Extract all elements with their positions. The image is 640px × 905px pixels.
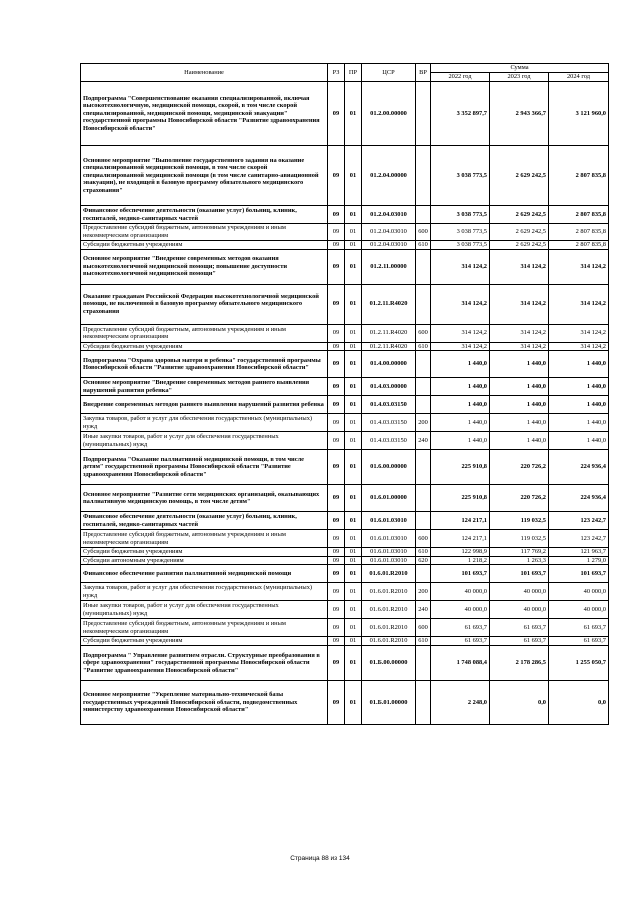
row-sum-2023: 117 769,2 [490, 548, 549, 557]
row-rz: 09 [328, 556, 345, 565]
row-sum-2024: 101 693,7 [549, 565, 609, 583]
row-csr: 01.6.01.03010 [362, 512, 416, 530]
row-sum-2023: 220 726,2 [490, 450, 549, 485]
row-sum-2024: 40 000,0 [549, 601, 609, 619]
row-sum-2024: 123 242,7 [549, 512, 609, 530]
table-row [81, 512, 609, 530]
row-pr: 01 [345, 619, 362, 637]
row-sum-2023: 1 440,0 [490, 351, 549, 378]
row-pr: 01 [345, 206, 362, 224]
table-row [81, 206, 609, 224]
table-row [81, 637, 609, 646]
table-row [81, 548, 609, 557]
table-row [81, 324, 609, 342]
row-vr [416, 565, 431, 583]
row-vr [416, 485, 431, 512]
table-row [81, 284, 609, 324]
row-csr: 01.6.01.03010 [362, 556, 416, 565]
row-name: Основное мероприятие "Развитие сети медицинских организаций, оказывающих паллиативную медицинскую помощь, в том числе детям" [81, 485, 328, 512]
row-pr: 01 [345, 583, 362, 601]
row-pr: 01 [345, 396, 362, 414]
row-rz: 09 [328, 583, 345, 601]
row-pr: 01 [345, 637, 362, 646]
row-csr: 01.6.01.R2010 [362, 637, 416, 646]
budget-sheet [80, 63, 608, 725]
row-name: Подпрограмма " Управление развитием отрасли. Структурные преобразования в сфере здравоохранения" государственной программы Новосибирской области "Развитие здравоохранения Новосибирской области" [81, 645, 328, 680]
row-sum-2023: 40 000,0 [490, 583, 549, 601]
row-name: Основное мероприятие "Выполнение государственного задания на оказание специализированной медицинской помощи, в том числе скорой специализированной медицинской помощи (в том числе санитарно-авиационной эвакуации), не входящей в базовую программу обязательного медицинского страхования" [81, 146, 328, 206]
row-sum-2023: 1 263,3 [490, 556, 549, 565]
table-row [81, 583, 609, 601]
header-year-2023: 2023 год [490, 73, 549, 82]
row-vr: 600 [416, 224, 431, 241]
row-pr: 01 [345, 146, 362, 206]
row-pr: 01 [345, 351, 362, 378]
row-vr: 620 [416, 556, 431, 565]
row-sum-2022: 2 248,0 [431, 680, 490, 724]
row-csr: 01.2.11.00000 [362, 249, 416, 284]
row-pr: 01 [345, 680, 362, 724]
row-sum-2024: 1 255 050,7 [549, 645, 609, 680]
row-sum-2023: 314 124,2 [490, 249, 549, 284]
row-pr: 01 [345, 450, 362, 485]
row-csr: 01.4.03.03150 [362, 414, 416, 432]
row-vr [416, 351, 431, 378]
row-name: Основное мероприятие "Укрепление материально-технической базы государственных учреждений Новосибирской области, подведомственных министерству здравоохранения Новосибирской области" [81, 680, 328, 724]
row-sum-2024: 123 242,7 [549, 530, 609, 548]
row-csr: 01.Б.01.00000 [362, 680, 416, 724]
row-pr: 01 [345, 548, 362, 557]
row-sum-2024: 2 807 835,8 [549, 146, 609, 206]
header-sum: Сумма [431, 64, 609, 73]
row-rz: 09 [328, 432, 345, 450]
table-row [81, 565, 609, 583]
row-sum-2022: 40 000,0 [431, 601, 490, 619]
row-csr: 01.6.01.R2010 [362, 565, 416, 583]
table-row [81, 414, 609, 432]
table-row [81, 241, 609, 250]
row-sum-2024: 0,0 [549, 680, 609, 724]
row-vr: 610 [416, 342, 431, 351]
table-row [81, 485, 609, 512]
row-rz: 09 [328, 485, 345, 512]
row-sum-2024: 314 124,2 [549, 284, 609, 324]
row-sum-2024: 121 963,7 [549, 548, 609, 557]
row-rz: 09 [328, 241, 345, 250]
row-csr: 01.2.00.00000 [362, 82, 416, 146]
row-vr [416, 396, 431, 414]
row-pr: 01 [345, 249, 362, 284]
row-vr: 600 [416, 324, 431, 342]
row-name: Подпрограмма "Совершенствование оказания специализированной, включая высокотехнологичную, медицинской помощи, скорой, в том числе скорой специализированной, медицинской помощи, медицинской эвакуации" государственной программы Новосибирской области "Развитие здравоохранения Новосибирской области" [81, 82, 328, 146]
row-csr: 01.Б.00.00000 [362, 645, 416, 680]
row-sum-2024: 2 807 835,8 [549, 224, 609, 241]
row-name: Подпрограмма "Охрана здоровья матери и ребенка" государственной программы Новосибирской области "Развитие здравоохранения Новосибирской области" [81, 351, 328, 378]
table-row [81, 342, 609, 351]
row-rz: 09 [328, 249, 345, 284]
row-name: Финансовое обеспечение развития паллиативной медицинской помощи [81, 565, 328, 583]
row-sum-2023: 2 943 366,7 [490, 82, 549, 146]
row-sum-2024: 2 807 835,8 [549, 206, 609, 224]
row-sum-2024: 1 440,0 [549, 396, 609, 414]
row-name: Финансовое обеспечение деятельности (оказание услуг) больниц, клиник, госпиталей, медико-санитарных частей [81, 206, 328, 224]
row-sum-2024: 1 440,0 [549, 432, 609, 450]
row-sum-2022: 1 440,0 [431, 414, 490, 432]
row-csr: 01.2.11.R4020 [362, 342, 416, 351]
row-vr [416, 82, 431, 146]
row-vr: 240 [416, 432, 431, 450]
row-sum-2024: 1 440,0 [549, 414, 609, 432]
row-rz: 09 [328, 224, 345, 241]
row-sum-2023: 1 440,0 [490, 396, 549, 414]
row-csr: 01.4.03.00000 [362, 378, 416, 396]
row-vr [416, 645, 431, 680]
row-vr: 600 [416, 619, 431, 637]
row-vr: 610 [416, 637, 431, 646]
row-rz: 09 [328, 512, 345, 530]
row-rz: 09 [328, 548, 345, 557]
row-csr: 01.4.03.03150 [362, 432, 416, 450]
row-sum-2022: 122 998,9 [431, 548, 490, 557]
row-csr: 01.2.04.03010 [362, 206, 416, 224]
row-sum-2022: 3 038 773,5 [431, 206, 490, 224]
row-sum-2022: 225 910,8 [431, 485, 490, 512]
row-name: Закупка товаров, работ и услуг для обеспечения государственных (муниципальных) нужд [81, 414, 328, 432]
row-sum-2022: 1 440,0 [431, 378, 490, 396]
table-row [81, 530, 609, 548]
row-sum-2024: 1 440,0 [549, 351, 609, 378]
row-vr: 600 [416, 530, 431, 548]
table-row [81, 224, 609, 241]
row-sum-2023: 314 124,2 [490, 342, 549, 351]
row-sum-2022: 314 124,2 [431, 249, 490, 284]
row-pr: 01 [345, 432, 362, 450]
row-sum-2024: 3 121 960,0 [549, 82, 609, 146]
row-sum-2023: 2 629 242,5 [490, 146, 549, 206]
row-csr: 01.2.11.R4020 [362, 284, 416, 324]
row-csr: 01.6.01.R2010 [362, 583, 416, 601]
row-vr [416, 206, 431, 224]
row-sum-2022: 101 693,7 [431, 565, 490, 583]
table-row [81, 432, 609, 450]
row-vr [416, 512, 431, 530]
header-year-2024: 2024 год [549, 73, 609, 82]
row-pr: 01 [345, 601, 362, 619]
row-sum-2023: 1 440,0 [490, 378, 549, 396]
row-sum-2023: 2 629 242,5 [490, 224, 549, 241]
row-name: Закупка товаров, работ и услуг для обеспечения государственных (муниципальных) нужд [81, 583, 328, 601]
row-vr [416, 680, 431, 724]
table-row [81, 378, 609, 396]
table-row [81, 450, 609, 485]
row-rz: 09 [328, 680, 345, 724]
row-sum-2023: 2 629 242,5 [490, 206, 549, 224]
row-csr: 01.2.04.03010 [362, 224, 416, 241]
row-sum-2022: 314 124,2 [431, 284, 490, 324]
row-sum-2024: 224 936,4 [549, 485, 609, 512]
row-csr: 01.2.04.03010 [362, 241, 416, 250]
row-name: Подпрограмма "Оказание паллиативной медицинской помощи, в том числе детям" государственной программы Новосибирской области "Развитие здравоохранения Новосибирской области" [81, 450, 328, 485]
row-csr: 01.6.01.00000 [362, 485, 416, 512]
row-sum-2022: 1 440,0 [431, 396, 490, 414]
row-sum-2022: 3 038 773,5 [431, 241, 490, 250]
row-name: Предоставление субсидий бюджетным, автономным учреждениям и иным некоммерческим организациям [81, 224, 328, 241]
row-vr [416, 450, 431, 485]
row-csr: 01.4.00.00000 [362, 351, 416, 378]
row-pr: 01 [345, 512, 362, 530]
row-csr: 01.2.04.00000 [362, 146, 416, 206]
row-sum-2022: 1 440,0 [431, 432, 490, 450]
budget-table [80, 63, 609, 725]
row-sum-2023: 2 178 286,5 [490, 645, 549, 680]
row-pr: 01 [345, 342, 362, 351]
row-sum-2024: 40 000,0 [549, 583, 609, 601]
row-sum-2023: 1 440,0 [490, 432, 549, 450]
page-number: Страница 88 из 134 [290, 855, 350, 862]
row-sum-2023: 220 726,2 [490, 485, 549, 512]
row-rz: 09 [328, 378, 345, 396]
table-row [81, 556, 609, 565]
row-pr: 01 [345, 82, 362, 146]
row-sum-2024: 1 279,0 [549, 556, 609, 565]
row-sum-2022: 124 217,1 [431, 530, 490, 548]
row-vr [416, 146, 431, 206]
row-csr: 01.4.03.03150 [362, 396, 416, 414]
table-body [81, 82, 609, 725]
header-year-2022: 2022 год [431, 73, 490, 82]
row-sum-2023: 119 032,5 [490, 530, 549, 548]
row-rz: 09 [328, 396, 345, 414]
row-csr: 01.6.01.R2010 [362, 601, 416, 619]
row-sum-2022: 314 124,2 [431, 342, 490, 351]
table-row [81, 146, 609, 206]
row-rz: 09 [328, 637, 345, 646]
row-sum-2022: 3 352 897,7 [431, 82, 490, 146]
row-sum-2023: 314 124,2 [490, 284, 549, 324]
row-sum-2022: 40 000,0 [431, 583, 490, 601]
table-row [81, 645, 609, 680]
row-name: Субсидии бюджетным учреждениям [81, 637, 328, 646]
table-row [81, 82, 609, 146]
row-rz: 09 [328, 530, 345, 548]
row-name: Предоставление субсидий бюджетным, автономным учреждениям и иным некоммерческим организациям [81, 619, 328, 637]
row-csr: 01.6.00.00000 [362, 450, 416, 485]
row-sum-2023: 0,0 [490, 680, 549, 724]
row-rz: 09 [328, 342, 345, 351]
row-name: Основное мероприятие "Внедрение современных методов раннего выявления нарушений развития ребенка" [81, 378, 328, 396]
header-vr: ВР [416, 64, 431, 82]
row-sum-2022: 1 748 088,4 [431, 645, 490, 680]
row-pr: 01 [345, 565, 362, 583]
row-pr: 01 [345, 284, 362, 324]
row-sum-2022: 3 038 773,5 [431, 146, 490, 206]
row-rz: 09 [328, 450, 345, 485]
row-sum-2024: 1 440,0 [549, 378, 609, 396]
row-rz: 09 [328, 82, 345, 146]
row-pr: 01 [345, 241, 362, 250]
row-sum-2024: 314 124,2 [549, 342, 609, 351]
row-sum-2022: 124 217,1 [431, 512, 490, 530]
row-name: Основное мероприятие "Внедрение современных методов оказания высокотехнологичной медицинской помощи; повышение доступности высокотехнологичной медицинской помощи" [81, 249, 328, 284]
row-rz: 09 [328, 351, 345, 378]
header-rz: РЗ [328, 64, 345, 82]
row-pr: 01 [345, 485, 362, 512]
row-name: Внедрение современных методов раннего выявления нарушений развития ребенка [81, 396, 328, 414]
row-pr: 01 [345, 645, 362, 680]
row-rz: 09 [328, 324, 345, 342]
table-row [81, 351, 609, 378]
row-name: Субсидии автономным учреждениям [81, 556, 328, 565]
row-rz: 09 [328, 645, 345, 680]
row-sum-2023: 61 693,7 [490, 619, 549, 637]
row-vr: 240 [416, 601, 431, 619]
row-vr: 610 [416, 241, 431, 250]
row-sum-2022: 1 218,2 [431, 556, 490, 565]
row-name: Предоставление субсидий бюджетным, автономным учреждениям и иным некоммерческим организациям [81, 530, 328, 548]
row-rz: 09 [328, 601, 345, 619]
row-name: Субсидии бюджетным учреждениям [81, 342, 328, 351]
row-sum-2022: 61 693,7 [431, 619, 490, 637]
row-sum-2023: 2 629 242,5 [490, 241, 549, 250]
row-sum-2023: 40 000,0 [490, 601, 549, 619]
row-vr [416, 249, 431, 284]
row-sum-2022: 61 693,7 [431, 637, 490, 646]
row-name: Оказание гражданам Российской Федерации высокотехнологичной медицинской помощи, не включенной в базовую программу обязательного медицинского страхования [81, 284, 328, 324]
row-sum-2024: 314 124,2 [549, 249, 609, 284]
table-row [81, 249, 609, 284]
row-name: Иные закупки товаров, работ и услуг для обеспечения государственных (муниципальных) нужд [81, 601, 328, 619]
row-rz: 09 [328, 565, 345, 583]
row-vr: 200 [416, 414, 431, 432]
row-sum-2022: 225 910,8 [431, 450, 490, 485]
row-sum-2023: 314 124,2 [490, 324, 549, 342]
row-pr: 01 [345, 224, 362, 241]
row-name: Субсидии бюджетным учреждениям [81, 548, 328, 557]
table-row [81, 601, 609, 619]
row-sum-2024: 224 936,4 [549, 450, 609, 485]
table-row [81, 619, 609, 637]
row-csr: 01.2.11.R4020 [362, 324, 416, 342]
row-sum-2024: 61 693,7 [549, 637, 609, 646]
row-vr [416, 378, 431, 396]
row-csr: 01.6.01.03010 [362, 530, 416, 548]
row-vr: 200 [416, 583, 431, 601]
row-sum-2022: 3 038 773,5 [431, 224, 490, 241]
row-csr: 01.6.01.R2010 [362, 619, 416, 637]
row-sum-2024: 2 807 835,8 [549, 241, 609, 250]
row-csr: 01.6.01.03010 [362, 548, 416, 557]
row-sum-2022: 314 124,2 [431, 324, 490, 342]
row-sum-2024: 61 693,7 [549, 619, 609, 637]
table-row [81, 680, 609, 724]
row-name: Иные закупки товаров, работ и услуг для обеспечения государственных (муниципальных) нужд [81, 432, 328, 450]
row-sum-2024: 314 124,2 [549, 324, 609, 342]
row-rz: 09 [328, 206, 345, 224]
header-pr: ПР [345, 64, 362, 82]
row-pr: 01 [345, 530, 362, 548]
row-rz: 09 [328, 284, 345, 324]
row-sum-2023: 119 032,5 [490, 512, 549, 530]
header-csr: ЦСР [362, 64, 416, 82]
row-vr: 610 [416, 548, 431, 557]
row-rz: 09 [328, 414, 345, 432]
row-rz: 09 [328, 146, 345, 206]
row-name: Субсидии бюджетным учреждениям [81, 241, 328, 250]
row-sum-2023: 101 693,7 [490, 565, 549, 583]
row-sum-2023: 1 440,0 [490, 414, 549, 432]
row-pr: 01 [345, 556, 362, 565]
row-sum-2022: 1 440,0 [431, 351, 490, 378]
row-rz: 09 [328, 619, 345, 637]
row-pr: 01 [345, 324, 362, 342]
row-name: Финансовое обеспечение деятельности (оказание услуг) больниц, клиник, госпиталей, медико-санитарных частей [81, 512, 328, 530]
table-row [81, 396, 609, 414]
row-vr [416, 284, 431, 324]
header-name: Наименование [81, 64, 328, 82]
row-pr: 01 [345, 378, 362, 396]
row-sum-2023: 61 693,7 [490, 637, 549, 646]
row-name: Предоставление субсидий бюджетным, автономным учреждениям и иным некоммерческим организациям [81, 324, 328, 342]
row-pr: 01 [345, 414, 362, 432]
